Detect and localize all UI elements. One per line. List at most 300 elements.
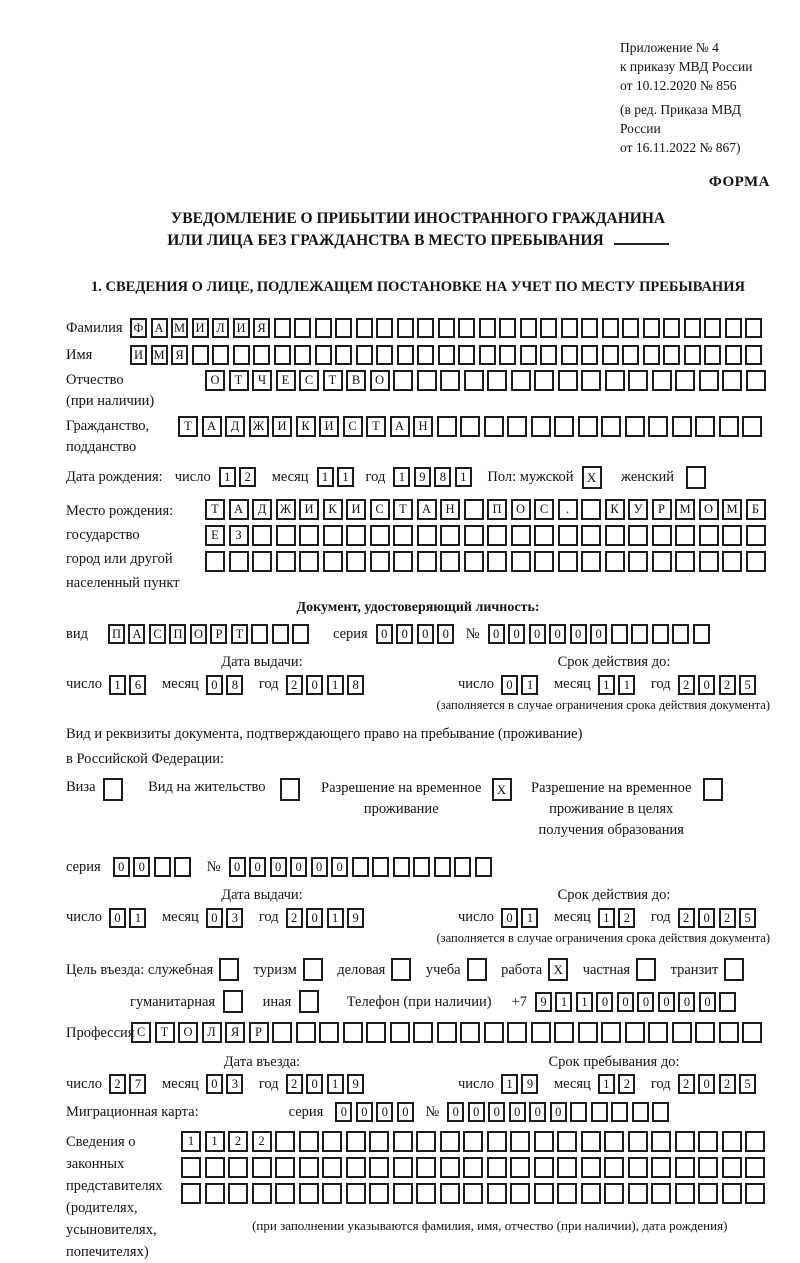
surname-field-cell[interactable] bbox=[725, 318, 742, 338]
representatives-row1-cell[interactable] bbox=[557, 1131, 577, 1152]
doc-issue-year-field-cell[interactable]: 2 bbox=[286, 675, 303, 695]
patronymic-field-cell[interactable]: Ч bbox=[252, 370, 272, 391]
entry-day-field-cell[interactable]: 7 bbox=[129, 1074, 146, 1094]
birth-place-row3-cell[interactable] bbox=[299, 551, 319, 572]
birth-place-row1-cell[interactable]: Б bbox=[746, 499, 766, 520]
surname-field-cell[interactable] bbox=[479, 318, 496, 338]
profession-field-cell[interactable] bbox=[695, 1022, 715, 1043]
birth-year-field-cell[interactable]: 1 bbox=[455, 467, 472, 487]
citizenship-field-cell[interactable] bbox=[507, 416, 527, 437]
migration-series-field[interactable] bbox=[335, 1102, 417, 1122]
birth-place-row1-cell[interactable]: С bbox=[534, 499, 554, 520]
migration-series-field-cell[interactable]: 0 bbox=[376, 1102, 393, 1122]
citizenship-field-cell[interactable]: Ж bbox=[249, 416, 269, 437]
doc-series-field-cell[interactable]: 0 bbox=[396, 624, 413, 644]
permit-number-field[interactable] bbox=[229, 857, 496, 877]
birth-place-row2-cell[interactable]: З bbox=[229, 525, 249, 546]
purpose-transit-checkbox[interactable] bbox=[724, 958, 748, 981]
representatives-row1-cell[interactable] bbox=[675, 1131, 695, 1152]
birth-place-row3-cell[interactable] bbox=[675, 551, 695, 572]
representatives-row3[interactable] bbox=[181, 1183, 769, 1204]
birth-day-field-cell[interactable]: 1 bbox=[219, 467, 236, 487]
name-field-cell[interactable]: М bbox=[151, 345, 168, 365]
birth-year-field-cell[interactable]: 9 bbox=[414, 467, 431, 487]
name-field-cell[interactable] bbox=[253, 345, 270, 365]
citizenship-field-cell[interactable]: Т bbox=[178, 416, 198, 437]
name-field-cell[interactable] bbox=[458, 345, 475, 365]
surname-field-cell[interactable]: М bbox=[171, 318, 188, 338]
doc-valid-month-field-cell[interactable]: 1 bbox=[598, 675, 615, 695]
permit-number-field-cell[interactable]: 0 bbox=[249, 857, 266, 877]
birth-place-row1-cell[interactable]: К bbox=[323, 499, 343, 520]
doc-valid-month-field[interactable] bbox=[598, 675, 639, 695]
permit-valid-year-field-cell[interactable]: 2 bbox=[719, 908, 736, 928]
name-field-cell[interactable] bbox=[479, 345, 496, 365]
permit-issue-year-field-cell[interactable]: 9 bbox=[347, 908, 364, 928]
representatives-row1-cell[interactable]: 2 bbox=[228, 1131, 248, 1152]
representatives-row2-cell[interactable] bbox=[252, 1157, 272, 1178]
profession-field-cell[interactable] bbox=[742, 1022, 762, 1043]
birth-place-row1-cell[interactable]: О bbox=[511, 499, 531, 520]
patronymic-field-cell[interactable] bbox=[722, 370, 742, 391]
phone-field-cell[interactable]: 0 bbox=[596, 992, 613, 1012]
birth-place-row2-cell[interactable] bbox=[558, 525, 578, 546]
permit-valid-day-field-cell[interactable]: 0 bbox=[501, 908, 518, 928]
patronymic-field-cell[interactable] bbox=[746, 370, 766, 391]
patronymic-field-cell[interactable]: С bbox=[299, 370, 319, 391]
surname-field-cell[interactable] bbox=[561, 318, 578, 338]
permit-issue-month-field-cell[interactable]: 3 bbox=[226, 908, 243, 928]
surname-field-cell[interactable] bbox=[356, 318, 373, 338]
representatives-row2-cell[interactable] bbox=[393, 1157, 413, 1178]
entry-day-field[interactable] bbox=[109, 1074, 150, 1094]
representatives-row3-cell[interactable] bbox=[369, 1183, 389, 1204]
name-field-cell[interactable] bbox=[356, 345, 373, 365]
doc-issue-month-field[interactable] bbox=[206, 675, 247, 695]
migration-series-field-cell[interactable]: 0 bbox=[397, 1102, 414, 1122]
surname-field-cell[interactable] bbox=[684, 318, 701, 338]
doc-number-field-cell[interactable] bbox=[611, 624, 628, 644]
birth-place-row3-cell[interactable] bbox=[464, 551, 484, 572]
doc-type-field-cell[interactable]: П bbox=[169, 624, 186, 644]
permit-number-field-cell[interactable] bbox=[434, 857, 451, 877]
surname-field-cell[interactable]: И bbox=[233, 318, 250, 338]
doc-issue-day-field-cell[interactable]: 6 bbox=[129, 675, 146, 695]
profession-field-cell[interactable] bbox=[648, 1022, 668, 1043]
representatives-row3-cell[interactable] bbox=[628, 1183, 648, 1204]
migration-number-field-cell[interactable]: 0 bbox=[488, 1102, 505, 1122]
representatives-row3-cell[interactable] bbox=[745, 1183, 765, 1204]
citizenship-field-cell[interactable]: К bbox=[296, 416, 316, 437]
birth-place-row3-cell[interactable] bbox=[581, 551, 601, 572]
surname-field-cell[interactable] bbox=[397, 318, 414, 338]
birth-place-row3-cell[interactable] bbox=[652, 551, 672, 572]
citizenship-field-cell[interactable]: И bbox=[319, 416, 339, 437]
phone-field-cell[interactable]: 1 bbox=[555, 992, 572, 1012]
surname-field-cell[interactable] bbox=[704, 318, 721, 338]
citizenship-field-cell[interactable]: А bbox=[390, 416, 410, 437]
patronymic-field-cell[interactable]: О bbox=[205, 370, 225, 391]
patronymic-field-cell[interactable] bbox=[652, 370, 672, 391]
citizenship-field-cell[interactable]: Д bbox=[225, 416, 245, 437]
representatives-row3-cell[interactable] bbox=[322, 1183, 342, 1204]
representatives-row1-cell[interactable] bbox=[745, 1131, 765, 1152]
representatives-row1-cell[interactable]: 2 bbox=[252, 1131, 272, 1152]
birth-place-row2-cell[interactable] bbox=[252, 525, 272, 546]
citizenship-field-cell[interactable] bbox=[719, 416, 739, 437]
birth-place-row3-cell[interactable] bbox=[323, 551, 343, 572]
name-field-cell[interactable] bbox=[581, 345, 598, 365]
citizenship-field-cell[interactable]: Т bbox=[366, 416, 386, 437]
birth-place-row1-cell[interactable]: Т bbox=[393, 499, 413, 520]
surname-field-cell[interactable] bbox=[438, 318, 455, 338]
representatives-row1-cell[interactable] bbox=[346, 1131, 366, 1152]
patronymic-field-cell[interactable]: В bbox=[346, 370, 366, 391]
surname-field-cell[interactable] bbox=[458, 318, 475, 338]
sex-male-checkbox-cell[interactable]: X bbox=[582, 466, 602, 489]
citizenship-field-cell[interactable]: И bbox=[272, 416, 292, 437]
doc-valid-year-field-cell[interactable]: 0 bbox=[698, 675, 715, 695]
birth-place-row1-cell[interactable]: Ж bbox=[276, 499, 296, 520]
representatives-row3-cell[interactable] bbox=[722, 1183, 742, 1204]
profession-field-cell[interactable] bbox=[460, 1022, 480, 1043]
representatives-row3-cell[interactable] bbox=[557, 1183, 577, 1204]
permit-number-field-cell[interactable] bbox=[475, 857, 492, 877]
citizenship-field-cell[interactable] bbox=[695, 416, 715, 437]
permit-issue-month-field-cell[interactable]: 0 bbox=[206, 908, 223, 928]
surname-field-cell[interactable] bbox=[315, 318, 332, 338]
birth-place-row2-cell[interactable] bbox=[417, 525, 437, 546]
migration-number-field-cell[interactable]: 0 bbox=[447, 1102, 464, 1122]
permit-valid-year-field-cell[interactable]: 5 bbox=[739, 908, 756, 928]
surname-field-cell[interactable] bbox=[663, 318, 680, 338]
stay-year-field-cell[interactable]: 2 bbox=[719, 1074, 736, 1094]
temp-permit-education-checkbox[interactable] bbox=[703, 778, 727, 801]
phone-field-cell[interactable]: 0 bbox=[658, 992, 675, 1012]
birth-place-row1-cell[interactable]: С bbox=[370, 499, 390, 520]
surname-field-cell[interactable] bbox=[417, 318, 434, 338]
birth-place-row2-cell[interactable] bbox=[722, 525, 742, 546]
birth-place-row2-cell[interactable] bbox=[628, 525, 648, 546]
permit-number-field-cell[interactable] bbox=[454, 857, 471, 877]
profession-field-cell[interactable] bbox=[437, 1022, 457, 1043]
doc-number-field-cell[interactable] bbox=[693, 624, 710, 644]
purpose-humanitarian-checkbox[interactable] bbox=[223, 990, 247, 1013]
residence-permit-checkbox-cell[interactable] bbox=[280, 778, 300, 801]
profession-field-cell[interactable] bbox=[296, 1022, 316, 1043]
representatives-row1-cell[interactable] bbox=[628, 1131, 648, 1152]
birth-place-row1-cell[interactable]: М bbox=[675, 499, 695, 520]
sex-male-checkbox[interactable] bbox=[582, 466, 606, 489]
doc-issue-year-field-cell[interactable]: 1 bbox=[327, 675, 344, 695]
name-field-cell[interactable] bbox=[745, 345, 762, 365]
profession-field-cell[interactable] bbox=[343, 1022, 363, 1043]
representatives-row2-cell[interactable] bbox=[416, 1157, 436, 1178]
patronymic-field-cell[interactable] bbox=[675, 370, 695, 391]
birth-place-row1-cell[interactable]: Д bbox=[252, 499, 272, 520]
birth-place-row2-cell[interactable]: Е bbox=[205, 525, 225, 546]
birth-place-row3-cell[interactable] bbox=[205, 551, 225, 572]
birth-place-row2-cell[interactable] bbox=[440, 525, 460, 546]
birth-place-row1-cell[interactable] bbox=[581, 499, 601, 520]
permit-number-field-cell[interactable]: 0 bbox=[290, 857, 307, 877]
birth-place-row1-cell[interactable]: А bbox=[229, 499, 249, 520]
permit-issue-day-field-cell[interactable]: 1 bbox=[129, 908, 146, 928]
surname-field-cell[interactable]: И bbox=[192, 318, 209, 338]
representatives-row2-cell[interactable] bbox=[322, 1157, 342, 1178]
representatives-row1[interactable] bbox=[181, 1131, 769, 1152]
doc-series-field-cell[interactable]: 0 bbox=[437, 624, 454, 644]
profession-field-cell[interactable] bbox=[554, 1022, 574, 1043]
stay-day-field-cell[interactable]: 1 bbox=[501, 1074, 518, 1094]
birth-place-row3-cell[interactable] bbox=[370, 551, 390, 572]
name-field-cell[interactable] bbox=[192, 345, 209, 365]
birth-day-field[interactable] bbox=[219, 467, 260, 487]
purpose-official-checkbox[interactable] bbox=[219, 958, 243, 981]
doc-type-field-cell[interactable] bbox=[272, 624, 289, 644]
migration-number-field[interactable] bbox=[447, 1102, 673, 1122]
birth-place-row3-cell[interactable] bbox=[440, 551, 460, 572]
birth-place-row3-cell[interactable] bbox=[276, 551, 296, 572]
name-field-cell[interactable] bbox=[274, 345, 291, 365]
doc-number-field[interactable] bbox=[488, 624, 714, 644]
birth-place-row1-cell[interactable]: Т bbox=[205, 499, 225, 520]
profession-field-cell[interactable] bbox=[484, 1022, 504, 1043]
name-field-cell[interactable] bbox=[417, 345, 434, 365]
birth-place-row1[interactable] bbox=[205, 499, 769, 520]
representatives-row2[interactable] bbox=[181, 1157, 769, 1178]
permit-series-field-cell[interactable]: 0 bbox=[133, 857, 150, 877]
doc-issue-year-field[interactable] bbox=[286, 675, 368, 695]
birth-place-row3-cell[interactable] bbox=[722, 551, 742, 572]
surname-field-cell[interactable] bbox=[745, 318, 762, 338]
citizenship-field-cell[interactable] bbox=[460, 416, 480, 437]
name-field-cell[interactable] bbox=[212, 345, 229, 365]
patronymic-field-cell[interactable]: Е bbox=[276, 370, 296, 391]
citizenship-field-cell[interactable] bbox=[672, 416, 692, 437]
permit-valid-year-field-cell[interactable]: 0 bbox=[698, 908, 715, 928]
birth-place-row2[interactable] bbox=[205, 525, 769, 546]
doc-number-field-cell[interactable]: 0 bbox=[590, 624, 607, 644]
surname-field-cell[interactable]: Л bbox=[212, 318, 229, 338]
doc-valid-day-field-cell[interactable]: 0 bbox=[501, 675, 518, 695]
entry-day-field-cell[interactable]: 2 bbox=[109, 1074, 126, 1094]
representatives-row2-cell[interactable] bbox=[675, 1157, 695, 1178]
surname-field-cell[interactable] bbox=[520, 318, 537, 338]
name-field-cell[interactable] bbox=[704, 345, 721, 365]
representatives-row3-cell[interactable] bbox=[416, 1183, 436, 1204]
purpose-other-checkbox-cell[interactable] bbox=[299, 990, 319, 1013]
birth-place-row2-cell[interactable] bbox=[511, 525, 531, 546]
surname-field-cell[interactable] bbox=[581, 318, 598, 338]
name-field-cell[interactable] bbox=[335, 345, 352, 365]
birth-place-row2-cell[interactable] bbox=[652, 525, 672, 546]
representatives-row1-cell[interactable] bbox=[487, 1131, 507, 1152]
profession-field-cell[interactable]: Л bbox=[202, 1022, 222, 1043]
representatives-row1-cell[interactable] bbox=[604, 1131, 624, 1152]
migration-number-field-cell[interactable] bbox=[652, 1102, 669, 1122]
representatives-row2-cell[interactable] bbox=[228, 1157, 248, 1178]
birth-place-row1-cell[interactable]: А bbox=[417, 499, 437, 520]
doc-number-field-cell[interactable] bbox=[652, 624, 669, 644]
temp-permit-checkbox[interactable] bbox=[492, 778, 516, 801]
representatives-row3-cell[interactable] bbox=[581, 1183, 601, 1204]
patronymic-field[interactable] bbox=[205, 370, 769, 391]
surname-field[interactable] bbox=[130, 318, 766, 338]
name-field-cell[interactable] bbox=[397, 345, 414, 365]
patronymic-field-cell[interactable] bbox=[417, 370, 437, 391]
representatives-row2-cell[interactable] bbox=[628, 1157, 648, 1178]
stay-year-field-cell[interactable]: 0 bbox=[698, 1074, 715, 1094]
permit-issue-year-field[interactable] bbox=[286, 908, 368, 928]
patronymic-field-cell[interactable] bbox=[699, 370, 719, 391]
patronymic-field-cell[interactable] bbox=[581, 370, 601, 391]
representatives-row1-cell[interactable]: 1 bbox=[205, 1131, 225, 1152]
patronymic-field-cell[interactable] bbox=[393, 370, 413, 391]
profession-field-cell[interactable]: О bbox=[178, 1022, 198, 1043]
representatives-row2-cell[interactable] bbox=[604, 1157, 624, 1178]
profession-field-cell[interactable] bbox=[531, 1022, 551, 1043]
name-field-cell[interactable] bbox=[540, 345, 557, 365]
doc-type-field-cell[interactable]: О bbox=[190, 624, 207, 644]
permit-valid-day-field[interactable] bbox=[501, 908, 542, 928]
doc-valid-year-field-cell[interactable]: 5 bbox=[739, 675, 756, 695]
phone-field-cell[interactable]: 0 bbox=[699, 992, 716, 1012]
doc-type-field-cell[interactable] bbox=[251, 624, 268, 644]
representatives-row1-cell[interactable] bbox=[416, 1131, 436, 1152]
permit-issue-day-field[interactable] bbox=[109, 908, 150, 928]
citizenship-field-cell[interactable] bbox=[625, 416, 645, 437]
permit-number-field-cell[interactable]: 0 bbox=[270, 857, 287, 877]
representatives-row3-cell[interactable] bbox=[463, 1183, 483, 1204]
entry-month-field[interactable] bbox=[206, 1074, 247, 1094]
sex-female-checkbox-cell[interactable] bbox=[686, 466, 706, 489]
name-field-cell[interactable] bbox=[315, 345, 332, 365]
temp-permit-checkbox-cell[interactable]: X bbox=[492, 778, 512, 801]
doc-issue-year-field-cell[interactable]: 0 bbox=[306, 675, 323, 695]
patronymic-field-cell[interactable] bbox=[440, 370, 460, 391]
birth-place-row3-cell[interactable] bbox=[746, 551, 766, 572]
profession-field-cell[interactable] bbox=[672, 1022, 692, 1043]
representatives-row2-cell[interactable] bbox=[369, 1157, 389, 1178]
patronymic-field-cell[interactable] bbox=[558, 370, 578, 391]
profession-field-cell[interactable] bbox=[366, 1022, 386, 1043]
patronymic-field-cell[interactable] bbox=[628, 370, 648, 391]
entry-year-field-cell[interactable]: 2 bbox=[286, 1074, 303, 1094]
birth-place-row1-cell[interactable]: П bbox=[487, 499, 507, 520]
doc-issue-month-field-cell[interactable]: 0 bbox=[206, 675, 223, 695]
doc-valid-year-field[interactable] bbox=[678, 675, 760, 695]
permit-issue-year-field-cell[interactable]: 1 bbox=[327, 908, 344, 928]
purpose-private-checkbox-cell[interactable] bbox=[636, 958, 656, 981]
representatives-row3-cell[interactable] bbox=[651, 1183, 671, 1204]
birth-day-field-cell[interactable]: 2 bbox=[239, 467, 256, 487]
name-field-cell[interactable] bbox=[725, 345, 742, 365]
representatives-row3-cell[interactable] bbox=[604, 1183, 624, 1204]
permit-number-field-cell[interactable]: 0 bbox=[311, 857, 328, 877]
representatives-row1-cell[interactable] bbox=[393, 1131, 413, 1152]
birth-year-field[interactable] bbox=[393, 467, 475, 487]
phone-field-cell[interactable]: 0 bbox=[678, 992, 695, 1012]
migration-number-field-cell[interactable] bbox=[632, 1102, 649, 1122]
birth-place-row2-cell[interactable] bbox=[581, 525, 601, 546]
birth-place-row2-cell[interactable] bbox=[699, 525, 719, 546]
doc-number-field-cell[interactable] bbox=[631, 624, 648, 644]
surname-field-cell[interactable] bbox=[274, 318, 291, 338]
representatives-row2-cell[interactable] bbox=[275, 1157, 295, 1178]
representatives-row2-cell[interactable] bbox=[698, 1157, 718, 1178]
doc-issue-day-field[interactable] bbox=[109, 675, 150, 695]
representatives-row2-cell[interactable] bbox=[181, 1157, 201, 1178]
stay-year-field-cell[interactable]: 5 bbox=[739, 1074, 756, 1094]
surname-field-cell[interactable] bbox=[622, 318, 639, 338]
name-field-cell[interactable]: И bbox=[130, 345, 147, 365]
doc-series-field-cell[interactable]: 0 bbox=[376, 624, 393, 644]
birth-place-row2-cell[interactable] bbox=[464, 525, 484, 546]
migration-number-field-cell[interactable]: 0 bbox=[529, 1102, 546, 1122]
doc-valid-year-field-cell[interactable]: 2 bbox=[678, 675, 695, 695]
doc-valid-year-field-cell[interactable]: 2 bbox=[719, 675, 736, 695]
surname-field-cell[interactable]: Я bbox=[253, 318, 270, 338]
birth-place-row2-cell[interactable] bbox=[299, 525, 319, 546]
citizenship-field-cell[interactable] bbox=[648, 416, 668, 437]
profession-field-cell[interactable] bbox=[625, 1022, 645, 1043]
doc-type-field-cell[interactable]: А bbox=[128, 624, 145, 644]
birth-place-row3-cell[interactable] bbox=[558, 551, 578, 572]
citizenship-field-cell[interactable] bbox=[437, 416, 457, 437]
doc-type-field-cell[interactable]: П bbox=[108, 624, 125, 644]
doc-type-field-cell[interactable]: Т bbox=[231, 624, 248, 644]
birth-place-row3-cell[interactable] bbox=[229, 551, 249, 572]
birth-place-row1-cell[interactable] bbox=[464, 499, 484, 520]
birth-year-field-cell[interactable]: 8 bbox=[434, 467, 451, 487]
name-field-cell[interactable] bbox=[561, 345, 578, 365]
entry-year-field-cell[interactable]: 1 bbox=[327, 1074, 344, 1094]
profession-field-cell[interactable]: Т bbox=[155, 1022, 175, 1043]
doc-series-field[interactable] bbox=[376, 624, 458, 644]
stay-day-field[interactable] bbox=[501, 1074, 542, 1094]
permit-series-field-cell[interactable]: 0 bbox=[113, 857, 130, 877]
stay-month-field[interactable] bbox=[598, 1074, 639, 1094]
representatives-row1-cell[interactable]: 1 bbox=[181, 1131, 201, 1152]
purpose-tourism-checkbox[interactable] bbox=[303, 958, 327, 981]
representatives-row2-cell[interactable] bbox=[487, 1157, 507, 1178]
birth-place-row2-cell[interactable] bbox=[675, 525, 695, 546]
patronymic-field-cell[interactable] bbox=[534, 370, 554, 391]
doc-issue-month-field-cell[interactable]: 8 bbox=[226, 675, 243, 695]
purpose-study-checkbox-cell[interactable] bbox=[467, 958, 487, 981]
representatives-row3-cell[interactable] bbox=[346, 1183, 366, 1204]
doc-series-field-cell[interactable]: 0 bbox=[417, 624, 434, 644]
patronymic-field-cell[interactable]: Т bbox=[229, 370, 249, 391]
birth-place-row2-cell[interactable] bbox=[393, 525, 413, 546]
name-field-cell[interactable] bbox=[499, 345, 516, 365]
citizenship-field-cell[interactable]: А bbox=[202, 416, 222, 437]
entry-year-field[interactable] bbox=[286, 1074, 368, 1094]
migration-number-field-cell[interactable] bbox=[570, 1102, 587, 1122]
representatives-row2-cell[interactable] bbox=[205, 1157, 225, 1178]
representatives-row3-cell[interactable] bbox=[275, 1183, 295, 1204]
birth-place-row2-cell[interactable] bbox=[605, 525, 625, 546]
representatives-row1-cell[interactable] bbox=[440, 1131, 460, 1152]
citizenship-field[interactable] bbox=[178, 416, 766, 437]
permit-valid-month-field[interactable] bbox=[598, 908, 639, 928]
name-field-cell[interactable] bbox=[684, 345, 701, 365]
name-field-cell[interactable] bbox=[233, 345, 250, 365]
birth-place-row1-cell[interactable]: Н bbox=[440, 499, 460, 520]
permit-number-field-cell[interactable] bbox=[352, 857, 369, 877]
surname-field-cell[interactable]: А bbox=[151, 318, 168, 338]
